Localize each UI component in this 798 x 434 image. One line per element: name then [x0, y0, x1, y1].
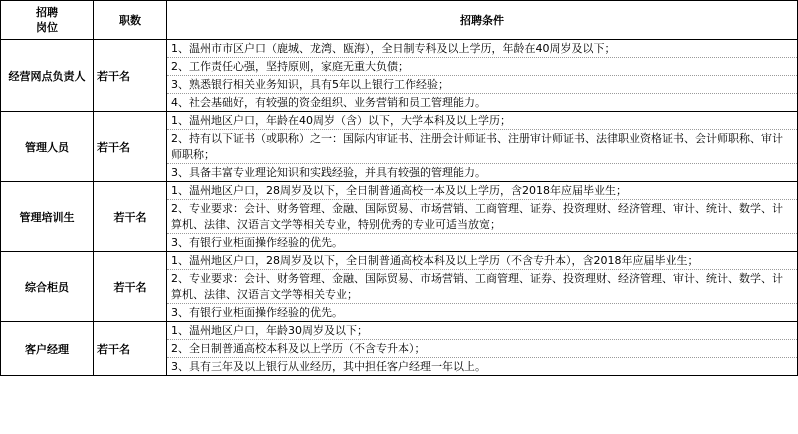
position-cell: 管理培训生 [1, 182, 94, 252]
condition-line: 2、持有以下证书（或职称）之一：国际内审证书、注册会计师证书、注册审计师证书、法律职业资格证书、会计师职称、审计师职称； [167, 129, 797, 163]
position-cell: 客户经理 [1, 322, 94, 376]
position-cell: 管理人员 [1, 112, 94, 182]
condition-line: 3、熟悉银行相关业务知识，具有5年以上银行工作经验； [167, 75, 797, 93]
condition-line: 4、社会基础好，有较强的资金组织、业务营销和员工管理能力。 [167, 93, 797, 111]
condition-line: 2、专业要求：会计、财务管理、金融、国际贸易、市场营销、工商管理、证券、投资理财、经济管理、审计、统计、数学、计算机、法律、汉语言文学等相关专业，特别优秀的专业可适当放宽； [167, 199, 797, 233]
table-row [1, 40, 798, 112]
conditions-cell [167, 40, 798, 112]
condition-line: 3、具备丰富专业理论知识和实践经验，并具有较强的管理能力。 [167, 163, 797, 181]
header-conditions: 招聘条件 [167, 1, 798, 40]
position-cell: 综合柜员 [1, 252, 94, 322]
condition-line: 2、专业要求：会计、财务管理、金融、国际贸易、市场营销、工商管理、证券、投资理财、经济管理、审计、统计、数学、计算机、法律、汉语言文学等相关专业； [167, 269, 797, 303]
position-cell: 经营网点负责人 [1, 40, 94, 112]
conditions-cell [167, 182, 798, 252]
table-row [1, 182, 798, 252]
condition-line: 1、温州地区户口，28周岁及以下，全日制普通高校一本及以上学历，含2018年应届毕业生； [171, 184, 627, 197]
table-row [1, 112, 798, 182]
condition-line: 1、温州地区户口，年龄在40周岁（含）以下，大学本科及以上学历； [171, 114, 511, 127]
condition-line: 3、有银行业柜面操作经验的优先。 [167, 233, 797, 251]
count-cell: 若干名 [94, 40, 167, 112]
count-cell: 若干名 [94, 322, 167, 376]
header-position [1, 1, 94, 40]
condition-line: 3、具有三年及以上银行从业经历，其中担任客户经理一年以上。 [167, 357, 797, 375]
header-position-line1: 招聘 [36, 6, 58, 19]
condition-line: 1、温州地区户口，年龄30周岁及以下； [171, 324, 368, 337]
conditions-cell [167, 112, 798, 182]
conditions-cell [167, 252, 798, 322]
condition-line: 2、工作责任心强，坚持原则，家庭无重大负债； [167, 57, 797, 75]
table-row [1, 252, 798, 322]
condition-line: 1、温州地区户口，28周岁及以下，全日制普通高校本科及以上学历（不含专升本），含2018年应届毕业生； [171, 254, 699, 267]
count-cell: 若干名 [94, 182, 167, 252]
condition-line: 1、温州市市区户口（鹿城、龙湾、瓯海），全日制专科及以上学历，年龄在40周岁及以下； [171, 42, 616, 55]
header-position-line2: 岗位 [36, 21, 58, 34]
condition-line: 2、全日制普通高校本科及以上学历（不含专升本）； [167, 339, 797, 357]
count-cell: 若干名 [94, 112, 167, 182]
count-cell: 若干名 [94, 252, 167, 322]
conditions-cell [167, 322, 798, 376]
table-row [1, 322, 798, 376]
condition-line: 3、有银行业柜面操作经验的优先。 [167, 303, 797, 321]
header-count: 职数 [94, 1, 167, 40]
table-header-row [1, 1, 798, 40]
